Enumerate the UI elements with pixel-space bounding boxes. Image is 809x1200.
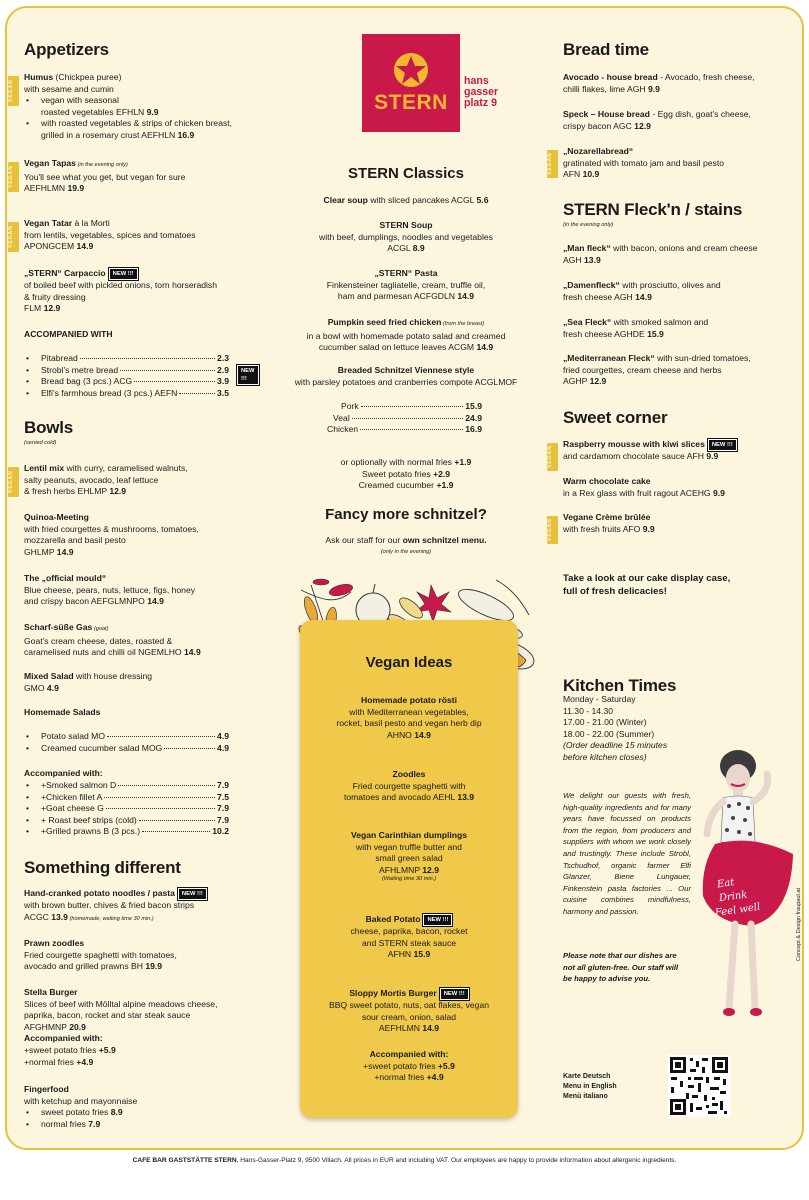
vegan-ideas-title: Vegan Ideas	[365, 654, 453, 671]
stern-soup-item: STERN Soup with beef, dumplings, noodles and vegetables ACGL 8.9	[319, 220, 493, 254]
new-badge: NEW !!!	[708, 439, 737, 451]
raspberry-mousse-item: VEGAN Raspberry mousse with kiwi slices NEW !!! and cardamom chocolate sauce AFH 9.9	[563, 439, 793, 463]
avocado-bread-item: Avocado - house bread - Avocado, fresh cheese, chilli flakes, lime AGH 9.9	[563, 72, 755, 94]
humus-name: Humus	[24, 72, 54, 82]
new-badge: NEW !!!	[440, 988, 469, 1000]
stern-logo	[362, 34, 460, 132]
homemade-salads-list: • Potato salad MO 4.9 • Creamed cucumber salad MOG 4.9	[24, 731, 229, 754]
gluten-note: Please note that our dishes are not all gluten-free. Our staff will be happy to advise you.	[563, 951, 679, 984]
fingerfood-item: Fingerfood with ketchup and mayonnaise • sweet potato fries 8.9 • normal fries 7.9	[24, 1084, 279, 1130]
creme-brulee-item: VEGAN Vegane Crème brûlée with fresh fruits AFO 9.9	[563, 512, 793, 535]
quinoa-item: Quinoa-Meeting with fried courgettes & mushrooms, tomatoes, mozzarella and basil pesto GHLMP 14.9	[24, 512, 199, 557]
cake-display-note: Take a look at our cake display case, full of fresh delicacies!	[563, 573, 731, 597]
language-italian-link[interactable]: Menù italiano	[563, 1093, 608, 1100]
appetizers-title: Appetizers	[24, 40, 109, 59]
pinup-slogan: Eat Drink Feel well	[714, 877, 761, 919]
stella-burger-item: Stella Burger Slices of beef with Mölltal alpine meadows cheese, paprika, bacon, rocket and star steak sauce AFGHMNP 20.9 Accompanied with: +sweet potato fries +5.9 +normal fries +4.9	[24, 987, 218, 1067]
fancy-schnitzel-note: (only in the evening)	[380, 549, 432, 555]
prawn-zoodles-item: Prawn zoodles Fried courgette spaghetti with tomatoes, avocado and grilled prawns BH 19.9	[24, 938, 177, 972]
vegan-tatar-item: VEGAN Vegan Tatar à la Morti from lentils, vegetables, spices and tomatoes APONGCEM 14.9	[8, 218, 196, 252]
fancy-schnitzel-title: Fancy more schnitzel?	[325, 506, 487, 523]
speck-bread-item: Speck – House bread - Egg dish, goat's cheese, crispy bacon AGC 12.9	[563, 109, 751, 131]
clear-soup-item: Clear soup with sliced pancakes ACGL 5.6	[323, 195, 489, 205]
accompanied-list: • Pitabread 2.3 • Strobl's metre bread 2.9 NEW !!! • Bread bag (3 pcs.) ACG 3.9 • Elfi's farmhous bread (3 pcs.) AEFN 3.5	[24, 353, 229, 399]
chocolate-cake-item: Warm chocolate cake in a Rex glass with fruit ragout ACEHG 9.9	[563, 476, 725, 498]
vegan-tag: VEGAN	[8, 76, 19, 106]
vegan-ideas-box	[300, 620, 518, 1118]
carpaccio-item: „STERN“ Carpaccio NEW !!! of boiled beef with pickled onions, torn horseradish & fruity dressing FLM 12.9	[24, 268, 217, 314]
fancy-schnitzel-text: Ask our staff for our own schnitzel menu.	[325, 535, 487, 545]
star-logo-icon	[362, 34, 460, 132]
vegan-tag: VEGAN	[8, 222, 19, 252]
vegan-tag: VEGAN	[8, 162, 19, 192]
stern-pasta-item: „STERN“ Pasta Finkensteiner tagliatelle, cream, truffle oil, ham and parmesan ACFGDLN 14.9	[326, 268, 486, 302]
vegan-tag: VEGAN	[547, 516, 558, 544]
accompanied-title: ACCOMPANIED WITH	[24, 329, 113, 339]
qr-code-icon[interactable]	[668, 1055, 730, 1117]
bread-time-title: Bread time	[563, 40, 649, 59]
language-list	[563, 1072, 617, 1102]
about-text: We delight our guests with fresh, high-quality ingredients and for many years have focussed on products from the region, from producers and suppliers with whom we work closely and trustingly. These include Strobl, Tschudhof, organic farmer Elfi Glanzer, Biene Lungauer, Finkenstein pasta factories ... Our cuisine combines mindfulness, harmony and passion.	[563, 791, 691, 916]
new-badge: NEW !!!	[178, 888, 207, 900]
vegan-tag: VEGAN	[547, 443, 558, 471]
vegan-accompanied: Accompanied with: +sweet potato fries +5.9 +normal fries +4.9	[363, 1049, 455, 1083]
kitchen-hours: Monday - Saturday 11.30 - 14.30 17.00 - 21.00 (Winter) 18.00 - 22.00 (Summer) (Order deadline 15 minutes before kitchen closes)	[563, 694, 668, 762]
humus-desc2: with sesame and cumin	[24, 83, 114, 94]
damen-fleck-item: „Damenfleck“ with prosciutto, olives and fresh cheese AGH 14.9	[563, 280, 721, 302]
sloppy-burger-item: Sloppy Mortis Burger NEW !!! BBQ sweet potato, nuts, oat flakes, vegan sour cream, onion, salad AEFHLMN 14.9	[328, 988, 490, 1034]
mould-item: The „official mould“ Blue cheese, pears, nuts, lettuce, figs, honey and crispy bacon AEFGLMNPO 14.9	[24, 573, 196, 607]
man-fleck-item: „Man fleck“ with bacon, onions and cream cheese AGH 13.9	[563, 243, 758, 265]
accompanied-with-list: • +Smoked salmon D 7.9 • +Chicken fillet A 7.5 • +Goat cheese G 7.9 • + Roast beef strips (cold) 7.9 • +Grilled prawns B (3 pcs.) 10.2	[24, 780, 229, 838]
dumplings-item: Vegan Carinthian dumplings with vegan truffle butter and small green salad AFHLMNP 12.9 (Waiting time 30 min.)	[350, 830, 468, 883]
vegan-tag: VEGAN	[8, 467, 19, 497]
language-german-link[interactable]: Karte Deutsch	[563, 1073, 611, 1080]
humus-option: • with roasted vegetables & strips of chicken breast, grilled in a rosemary crust AEFHLN 16.9	[24, 118, 279, 141]
potato-noodles-item: Hand-cranked potato noodles / pasta NEW !!! with brown butter, chives & fried bacon strips ACGC 13.9 (homemade, waiting time 30 min.)	[24, 888, 284, 925]
scharf-item: Scharf-süße Gas (goat) Goat's cream cheese, dates, roasted & caramelised nuts and chilli oil NGEMLHO 14.9	[24, 622, 201, 658]
homemade-salads-title: Homemade Salads	[24, 707, 101, 717]
kitchen-times-title: Kitchen Times	[563, 676, 677, 695]
accompanied-with-title: Accompanied with:	[24, 768, 103, 778]
lentil-item: VEGAN Lentil mix with curry, caramelised walnuts, salty peanuts, avocado, leaf lettuce & fresh herbs EHLMP 12.9	[8, 463, 188, 497]
nozarella-bread-item: VEGAN „Nozarellabread“ gratinated with tomato jam and basil pesto AFN 10.9	[547, 146, 724, 180]
sea-fleck-item: „Sea Fleck“ with smoked salmon and fresh cheese AGHDE 15.9	[563, 317, 709, 339]
sweet-corner-title: Sweet corner	[563, 408, 668, 427]
something-different-title: Something different	[24, 858, 181, 877]
rosti-item: Homemade potato rösti with Mediterranean vegetables, rocket, basil pesto and vegan herb dip AHNO 14.9	[336, 695, 482, 740]
language-english-link[interactable]: Menu in English	[563, 1083, 617, 1090]
pumpkin-chicken-item: Pumpkin seed fried chicken (from the breast) in a bowl with homemade potato salad and creamed cucumber salad on lettuce leaves ACGM 14.9	[306, 317, 506, 353]
humus-item	[8, 72, 279, 142]
bowls-subtitle: (served cold)	[24, 440, 57, 446]
footer: CAFE BAR GASTSTÄTTE STERN, Hans-Gasser-Platz 9, 9500 Villach. All prices in EUR and including VAT. Our employees are happy to provide information about allergenic ingredients.	[132, 1157, 677, 1164]
menu-frame	[5, 6, 804, 1150]
vegan-tag: VEGAN	[547, 150, 558, 178]
new-badge: NEW !!!	[237, 365, 259, 385]
fleck-subtitle: (in the evening only)	[563, 222, 614, 228]
schnitzel-meat-list: Pork 15.9 Veal 24.9 Chicken 16.9	[327, 401, 482, 435]
baked-potato-item: Baked Potato NEW !!! cheese, paprika, bacon, rocket and STERN steak sauce AFHN 15.9	[350, 914, 468, 960]
new-badge: NEW !!!	[109, 268, 138, 280]
mixed-salad-item: Mixed Salad with house dressing GMO 4.9	[24, 671, 153, 693]
fleck-title: STERN Fleck'n / stains	[563, 200, 743, 219]
vegan-tapas-item: VEGAN Vegan Tapas (in the evening only) You'll see what you get, but vegan for sure AEFHLMN 19.9	[8, 158, 186, 194]
schnitzel-options: or optionally with normal fries +1.9 Sweet potato fries +2.9 Creamed cucumber +1.9	[340, 457, 472, 491]
schnitzel-item: Breaded Schnitzel Viennese style with parsley potatoes and cranberries compote ACGLMOF	[294, 365, 518, 387]
logo-word: STERN	[374, 91, 448, 114]
humus-option: • vegan with seasonal roasted vegetables EFHLN 9.9	[24, 95, 279, 118]
design-credit: Concept & Design fraupaul.at	[796, 888, 802, 962]
zoodles-item: Zoodles Fried courgette spaghetti with tomatoes and avocado AEHL 13.9	[343, 769, 475, 803]
new-badge: NEW !!!	[423, 914, 452, 926]
mediterranean-fleck-item: „Mediterranean Fleck“ with sun-dried tomatoes, fried courgettes, cream cheese and herbs AGHP 12.9	[563, 353, 751, 387]
logo-address: hans gasser platz 9	[464, 75, 499, 109]
humus-desc: (Chickpea puree)	[53, 72, 122, 82]
classics-title: STERN Classics	[348, 165, 464, 182]
bowls-title: Bowls	[24, 418, 74, 437]
